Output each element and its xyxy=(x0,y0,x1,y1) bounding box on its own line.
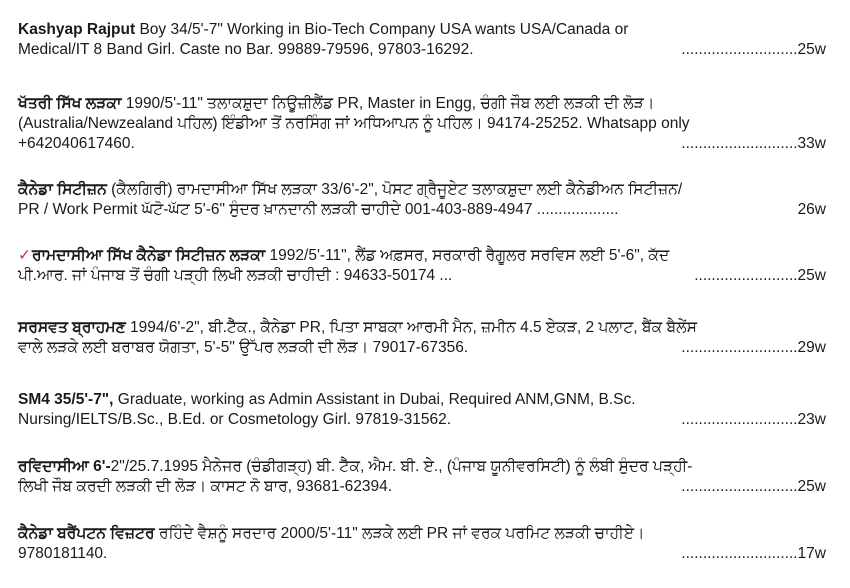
ad-line xyxy=(18,457,826,477)
ad-text: PR / Work Permit ਘੱਟੋ-ਘੱਟ 5'-6" ਸੁੰਦਰ ਖ਼ਾਨਦਾਨੀ ਲੜਕੀ ਚਾਹੀਦੇ 001-403-889-4947 ................... xyxy=(18,201,619,218)
ad-text: 9780181140. xyxy=(18,545,108,562)
ad-text: (Australia/Newzealand ਪਹਿਲ) ਇੰਡੀਆ ਤੋਂ ਨਰਸਿੰਗ ਜਾਂ ਅਧਿਆਪਨ ਨੂੰ ਪਹਿਲ। 94174-25252. Whatsapp only xyxy=(18,115,690,132)
ad-text: Medical/IT 8 Band Girl. Caste no Bar. 99889-79596, 97803-16292. xyxy=(18,41,474,58)
ad-heading: ਖੱਤਰੀ ਸਿੱਖ ਲੜਕਾ xyxy=(18,95,122,112)
ad-text: 1994/6'-2", ਬੀ.ਟੈੱਕ., ਕੈਨੇਡਾ PR, ਪਿਤਾ ਸਾਬਕਾ ਆਰਮੀ ਮੈਨ, ਜ਼ਮੀਨ 4.5 ਏਕੜ, 2 ਪਲਾਟ, ਬੈਂਕ ਬੈਲੇਂਸ xyxy=(125,319,697,336)
ad-heading: ਰਵਿਦਾਸੀਆ 6'- xyxy=(18,458,111,475)
ad-sm4 xyxy=(18,390,826,430)
ad-line xyxy=(18,544,826,564)
ad-kashyap-rajput xyxy=(18,20,826,60)
word-count-rate: ...........................23w xyxy=(681,411,826,428)
word-count-rate: ...........................25w xyxy=(681,478,826,495)
ad-line xyxy=(18,477,826,497)
ad-line xyxy=(18,318,826,338)
ad-text: ਵਾਲੇ ਲੜਕੇ ਲਈ ਬਰਾਬਰ ਯੋਗਤਾ, 5'-5" ਉੱਪਰ ਲੜਕੀ ਦੀ ਲੋੜ। 79017-67356. xyxy=(18,339,469,356)
word-count-rate: ...........................33w xyxy=(681,135,826,152)
ad-line xyxy=(18,524,826,544)
ad-line xyxy=(18,338,826,358)
ad-text: ਪੀ.ਆਰ. ਜਾਂ ਪੰਜਾਬ ਤੋਂ ਚੰਗੀ ਪੜ੍ਹੀ ਲਿਖੀ ਲੜਕੀ ਚਾਹੀਦੀ : 94633-50174 ... xyxy=(18,267,453,284)
ad-line xyxy=(18,390,826,410)
ad-line xyxy=(18,410,826,430)
ad-line xyxy=(18,180,826,200)
word-count-rate: ...........................17w xyxy=(681,545,826,562)
ad-line xyxy=(18,134,826,154)
word-count-rate: ...........................25w xyxy=(681,41,826,58)
ad-text: ਰਹਿੰਦੇ ਵੈਸ਼ਨੂੰ ਸਰਦਾਰ 2000/5'-11" ਲੜਕੇ ਲਈ PR ਜਾਂ ਵਰਕ ਪਰਮਿਟ ਲੜਕੀ ਚਾਹੀਏ। xyxy=(154,525,645,542)
word-count-rate: ........................25w xyxy=(694,267,826,284)
ad-text: 2"/25.7.1995 ਮੈਨੇਜਰ (ਚੰਡੀਗੜ੍ਹ) ਬੀ. ਟੈੱਕ, ਐਮ. ਬੀ. ਏ., (ਪੰਜਾਬ ਯੂਨੀਵਰਸਿਟੀ) ਨੂੰ ਲੰਬੀ ਸੁੰਦਰ ਪੜ੍ਹੀ- xyxy=(110,458,693,475)
ad-line xyxy=(18,114,826,134)
ad-line xyxy=(18,266,826,286)
ad-heading: ਸਰਸਵਤ ਬ੍ਰਾਹਮਣ xyxy=(18,319,126,336)
ad-saraswat-brahmin xyxy=(18,318,826,358)
ad-text: 1990/5'-11" ਤਲਾਕਸ਼ੁਦਾ ਨਿਊਜ਼ੀਲੈਂਡ PR, Master in Engg, ਚੰਗੀ ਜੌਬ ਲਈ ਲੜਕੀ ਦੀ ਲੋੜ। xyxy=(121,95,655,112)
ad-text: ਲਿਖੀ ਜੌਬ ਕਰਦੀ ਲੜਕੀ ਦੀ ਲੋੜ। ਕਾਸਟ ਨੋ ਬਾਰ, 93681-62394. xyxy=(18,478,393,495)
ad-line xyxy=(18,20,826,40)
ad-canada-brampton xyxy=(18,524,826,564)
ad-heading: ਰਾਮਦਾਸੀਆ ਸਿੱਖ ਕੈਨੇਡਾ ਸਿਟੀਜ਼ਨ ਲੜਕਾ xyxy=(32,247,266,264)
ad-khatri-sikh xyxy=(18,94,826,154)
ad-text: +642040617460. xyxy=(18,135,135,152)
ad-ramdasia-sikh xyxy=(18,246,826,286)
ad-heading: SM4 35/5'-7", xyxy=(18,391,114,408)
ad-heading: Kashyap Rajput xyxy=(18,21,136,38)
check-mark-icon: ✓ xyxy=(18,247,31,264)
ad-text: Graduate, working as Admin Assistant in Dubai, Required ANM,GNM, B.Sc. xyxy=(113,391,636,408)
ad-canada-citizen xyxy=(18,180,826,220)
ad-line xyxy=(18,246,826,266)
ad-heading: ਕੈਨੇਡਾ ਸਿਟੀਜ਼ਨ xyxy=(18,181,107,198)
word-count-rate: ...........................29w xyxy=(681,339,826,356)
ad-text: Boy 34/5'-7" Working in Bio-Tech Company USA wants USA/Canada or xyxy=(135,21,629,38)
ad-ravidasia xyxy=(18,457,826,497)
ad-text: Nursing/IELTS/B.Sc., B.Ed. or Cosmetology Girl. 97819-31562. xyxy=(18,411,452,428)
ad-line xyxy=(18,200,826,220)
word-count-rate: 26w xyxy=(797,201,826,218)
ad-text: 1992/5'-11", ਲੈਂਡ ਅਫ਼ਸਰ, ਸਰਕਾਰੀ ਰੈਗੂਲਰ ਸਰਵਿਸ ਲਈ 5'-6", ਕੱਦ xyxy=(265,247,670,264)
ad-heading: ਕੈਨੇਡਾ ਬਰੈਂਪਟਨ ਵਿਜ਼ਟਰ xyxy=(18,525,155,542)
ad-line xyxy=(18,40,826,60)
ad-text: (ਕੈਲਗਿਰੀ) ਰਾਮਦਾਸੀਆ ਸਿੱਖ ਲੜਕਾ 33/6'-2", ਪੋਸਟ ਗ੍ਰੈਜੂਏਟ ਤਲਾਕਸ਼ੁਦਾ ਲਈ ਕੈਨੇਡੀਅਨ ਸਿਟੀਜ਼ਨ/ xyxy=(106,181,683,198)
ad-line xyxy=(18,94,826,114)
